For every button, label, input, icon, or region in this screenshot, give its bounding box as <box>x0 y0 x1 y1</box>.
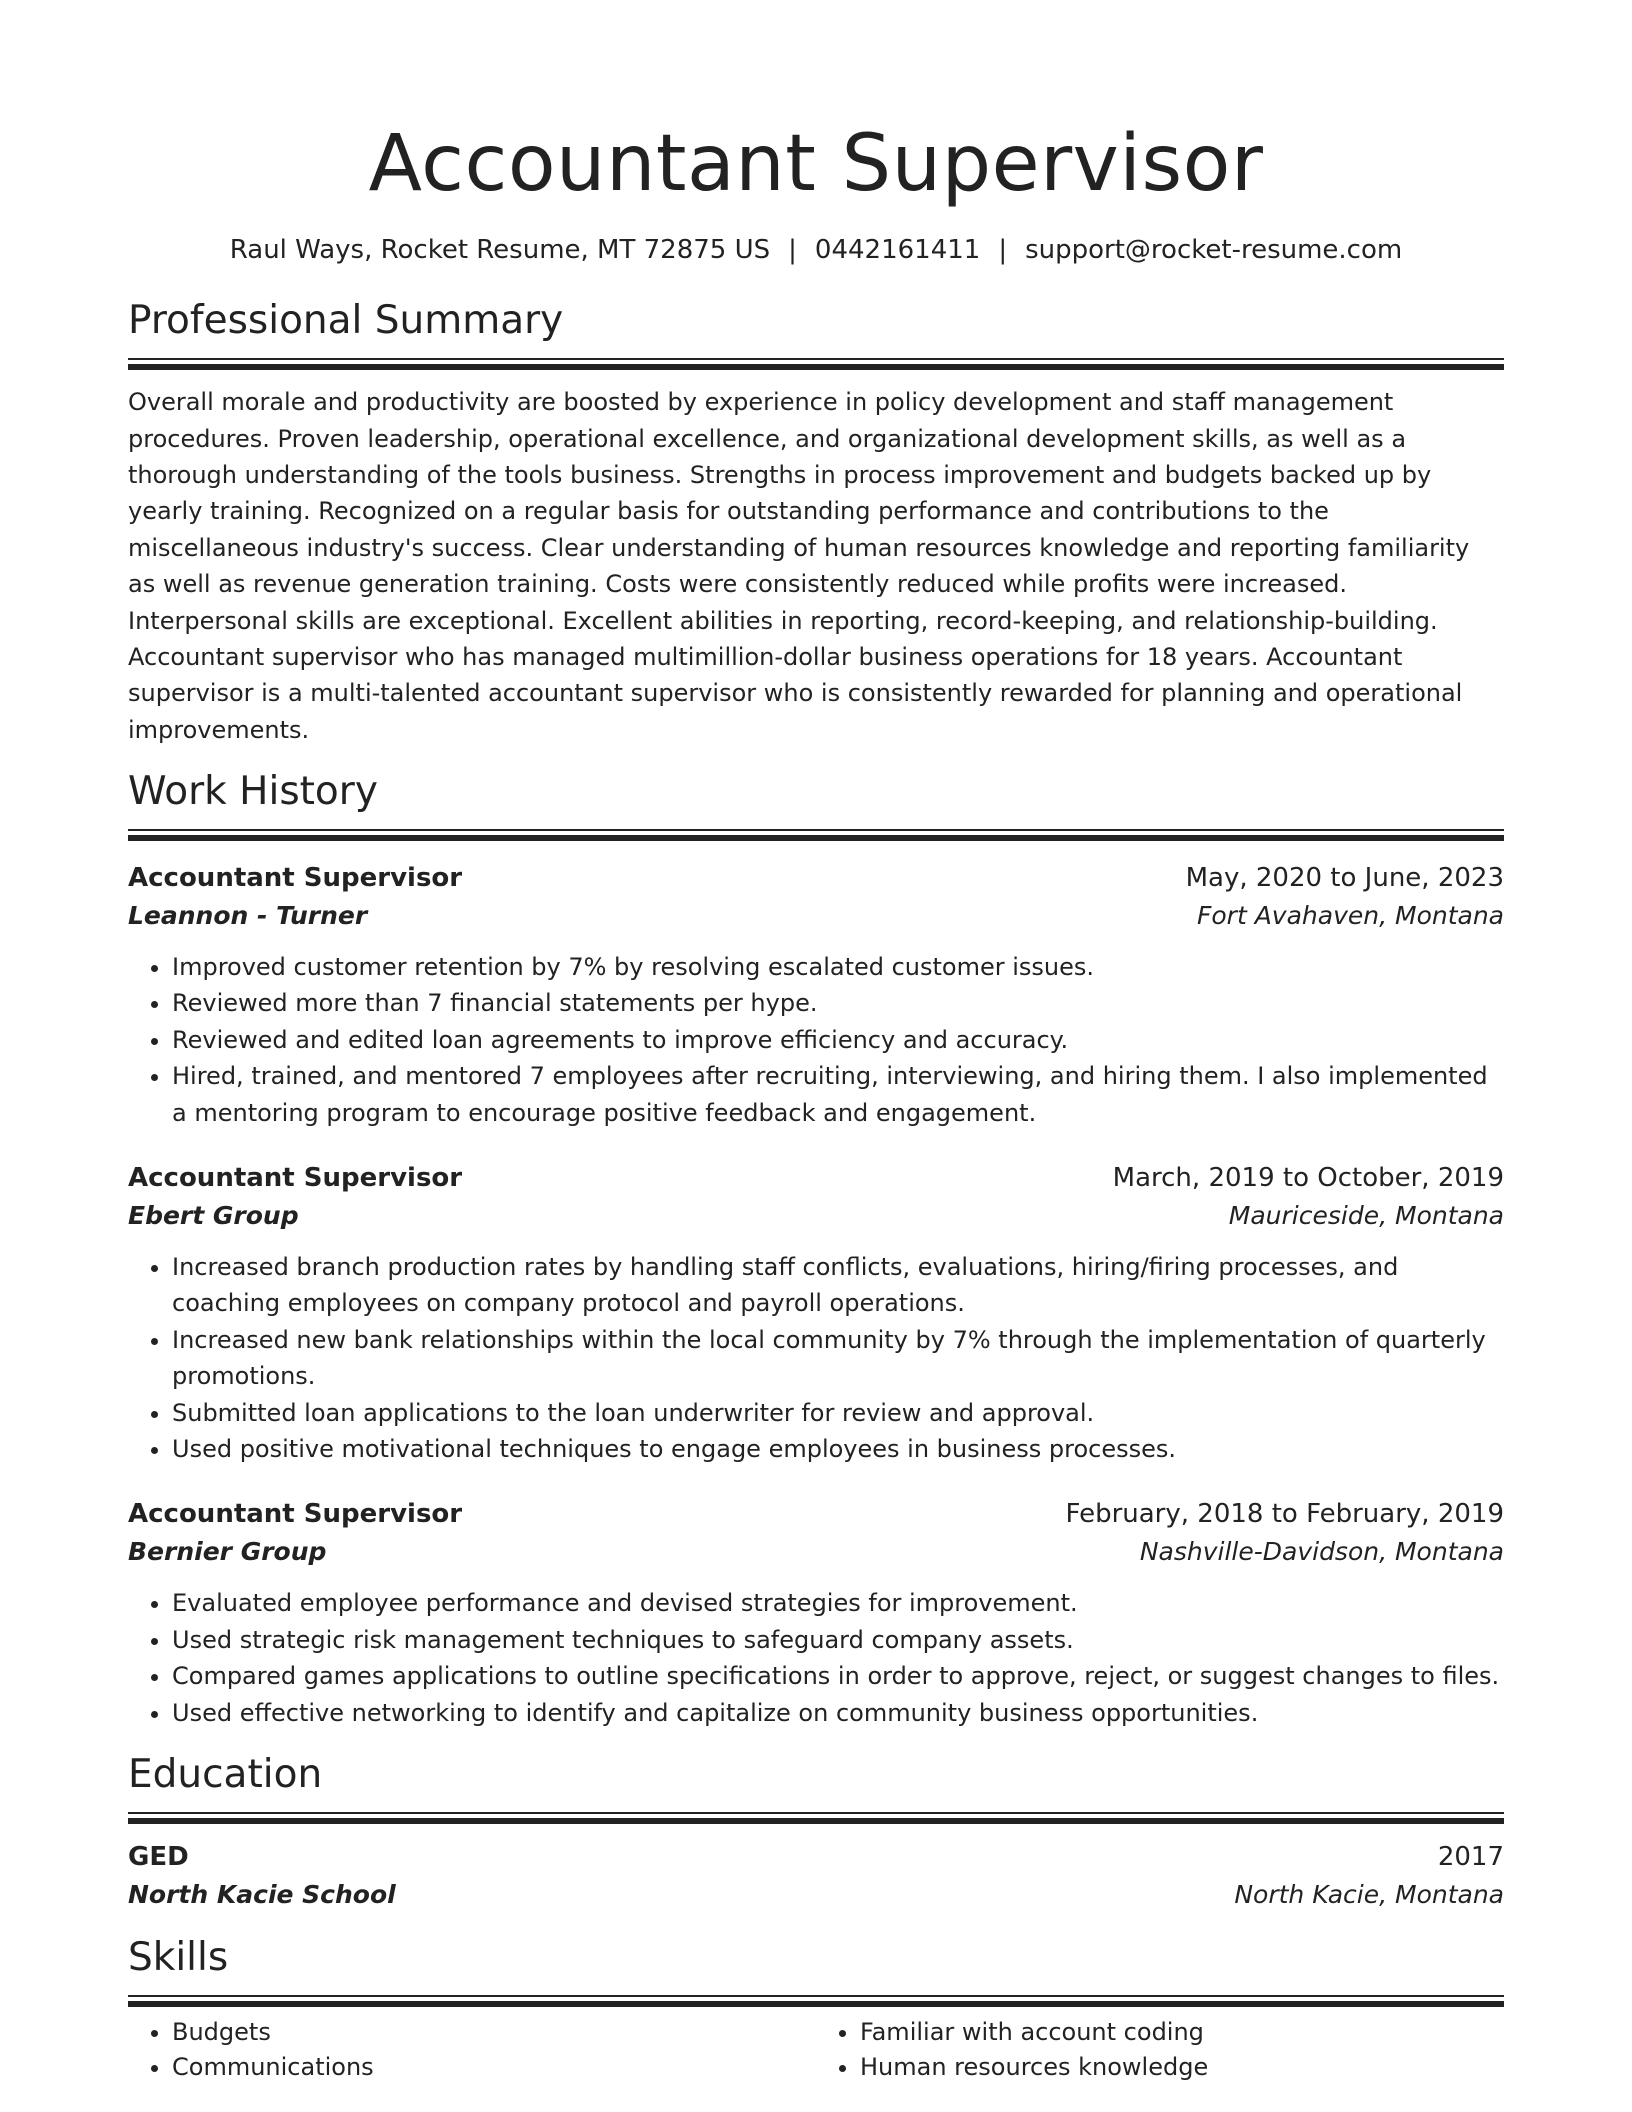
contact-email: support@rocket-resume.com <box>1025 234 1403 265</box>
job-bullet: • Increased new bank relationships within the local community by 7% through the implementation of quarterly promotions. <box>172 1322 1504 1395</box>
job-company-row <box>128 1197 1504 1235</box>
education-location: North Kacie, Montana <box>1234 1879 1504 1909</box>
job-bullet: • Used positive motivational techniques to engage employees in business processes. <box>172 1431 1504 1467</box>
job-entry <box>128 1495 1504 1731</box>
job-dates: February, 2018 to February, 2019 <box>1065 1499 1504 1530</box>
section-divider <box>128 1995 1504 2007</box>
summary-section <box>128 297 1504 748</box>
job-dates: March, 2019 to October, 2019 <box>1112 1162 1504 1193</box>
contact-address: Raul Ways, Rocket Resume, MT 72875 US <box>229 234 771 265</box>
job-bullet: • Improved customer retention by 7% by resolving escalated customer issues. <box>172 949 1504 985</box>
skill-item: • Familiar with account coding <box>860 2015 1504 2050</box>
section-heading-work-history: Work History <box>128 769 378 815</box>
job-company-row <box>128 897 1504 935</box>
work-history-section <box>128 768 1504 1731</box>
job-bullet: • Evaluated employee performance and devised strategies for improvement. <box>172 1585 1504 1621</box>
job-company: Bernier Group <box>128 1537 327 1567</box>
job-bullets <box>128 1249 1504 1467</box>
job-bullet: • Compared games applications to outline specifications in order to approve, reject, or suggest changes to files. <box>172 1658 1504 1694</box>
job-bullets <box>128 949 1504 1131</box>
section-divider <box>128 358 1504 370</box>
skill-item: • Communications <box>172 2050 816 2085</box>
job-role: Accountant Supervisor <box>128 1162 463 1193</box>
job-entry <box>128 1159 1504 1467</box>
job-role: Accountant Supervisor <box>128 1499 463 1530</box>
job-entry <box>128 859 1504 1131</box>
contact-separator: | <box>788 234 797 265</box>
job-bullet: • Used strategic risk management techniques to safeguard company assets. <box>172 1622 1504 1658</box>
section-divider <box>128 1812 1504 1824</box>
job-bullets <box>128 1585 1504 1731</box>
contact-line <box>128 234 1504 268</box>
contact-phone: 0442161411 <box>814 234 981 265</box>
job-header-row <box>128 1159 1504 1197</box>
summary-text: Overall morale and productivity are boosted by experience in policy development and staff management procedures. Proven leadership, operational excellence, and organizational development skills, as well as a thorough understanding of the tools business. Strengths in process improvement and budgets backed up by yearly training. Recognized on a regular basis for outstanding performance and contributions to the miscellaneous industry's success. Clear understanding of human resources knowledge and reporting familiarity as well as revenue generation training. Costs were consistently reduced while profits were increased. Interpersonal skills are exceptional. Excellent abilities in reporting, record-keeping, and relationship-building. Accountant supervisor who has managed multimillion-dollar business operations for 18 years. Accountant supervisor is a multi-talented accountant supervisor who is consistently rewarded for planning and operational improvements. <box>128 388 1470 744</box>
education-entry <box>128 1838 1504 1914</box>
education-school-row <box>128 1876 1504 1914</box>
skills-columns <box>128 2015 1504 2085</box>
education-degree: GED <box>128 1841 189 1872</box>
skill-item: • Budgets <box>172 2015 816 2050</box>
job-bullet: • Reviewed and edited loan agreements to improve efficiency and accuracy. <box>172 1022 1504 1058</box>
job-bullet: • Hired, trained, and mentored 7 employees after recruiting, interviewing, and hiring them. I also implemented a mentoring program to encourage positive feedback and engagement. <box>172 1058 1504 1131</box>
job-bullet: • Submitted loan applications to the loan underwriter for review and approval. <box>172 1395 1504 1431</box>
section-heading-skills: Skills <box>128 1934 229 1980</box>
job-company: Leannon - Turner <box>128 900 368 930</box>
section-heading-education: Education <box>128 1752 323 1798</box>
job-bullet: • Used effective networking to identify and capitalize on community business opportunities. <box>172 1695 1504 1731</box>
job-location: Fort Avahaven, Montana <box>1197 900 1504 930</box>
education-header-row <box>128 1838 1504 1876</box>
job-bullet: • Reviewed more than 7 financial statements per hype. <box>172 985 1504 1021</box>
job-dates: May, 2020 to June, 2023 <box>1185 862 1504 893</box>
skills-column-right <box>816 2015 1504 2085</box>
section-divider <box>128 829 1504 841</box>
skills-column-left <box>128 2015 816 2085</box>
job-role: Accountant Supervisor <box>128 862 463 893</box>
job-bullet: • Increased branch production rates by handling staff conflicts, evaluations, hiring/firing processes, and coaching employees on company protocol and payroll operations. <box>172 1249 1504 1322</box>
education-school: North Kacie School <box>128 1879 396 1909</box>
job-location: Nashville-Davidson, Montana <box>1139 1537 1504 1567</box>
job-company-row <box>128 1533 1504 1571</box>
resume-title: Accountant Supervisor <box>368 119 1264 209</box>
job-header-row <box>128 859 1504 897</box>
contact-separator: | <box>998 234 1008 265</box>
skills-section <box>128 1934 1504 2085</box>
job-location: Mauriceside, Montana <box>1228 1200 1504 1230</box>
job-company: Ebert Group <box>128 1200 299 1230</box>
section-heading-summary: Professional Summary <box>128 298 564 344</box>
education-year: 2017 <box>1437 1841 1504 1872</box>
skill-item: • Human resources knowledge <box>860 2050 1504 2085</box>
education-section <box>128 1751 1504 1914</box>
job-header-row <box>128 1495 1504 1533</box>
